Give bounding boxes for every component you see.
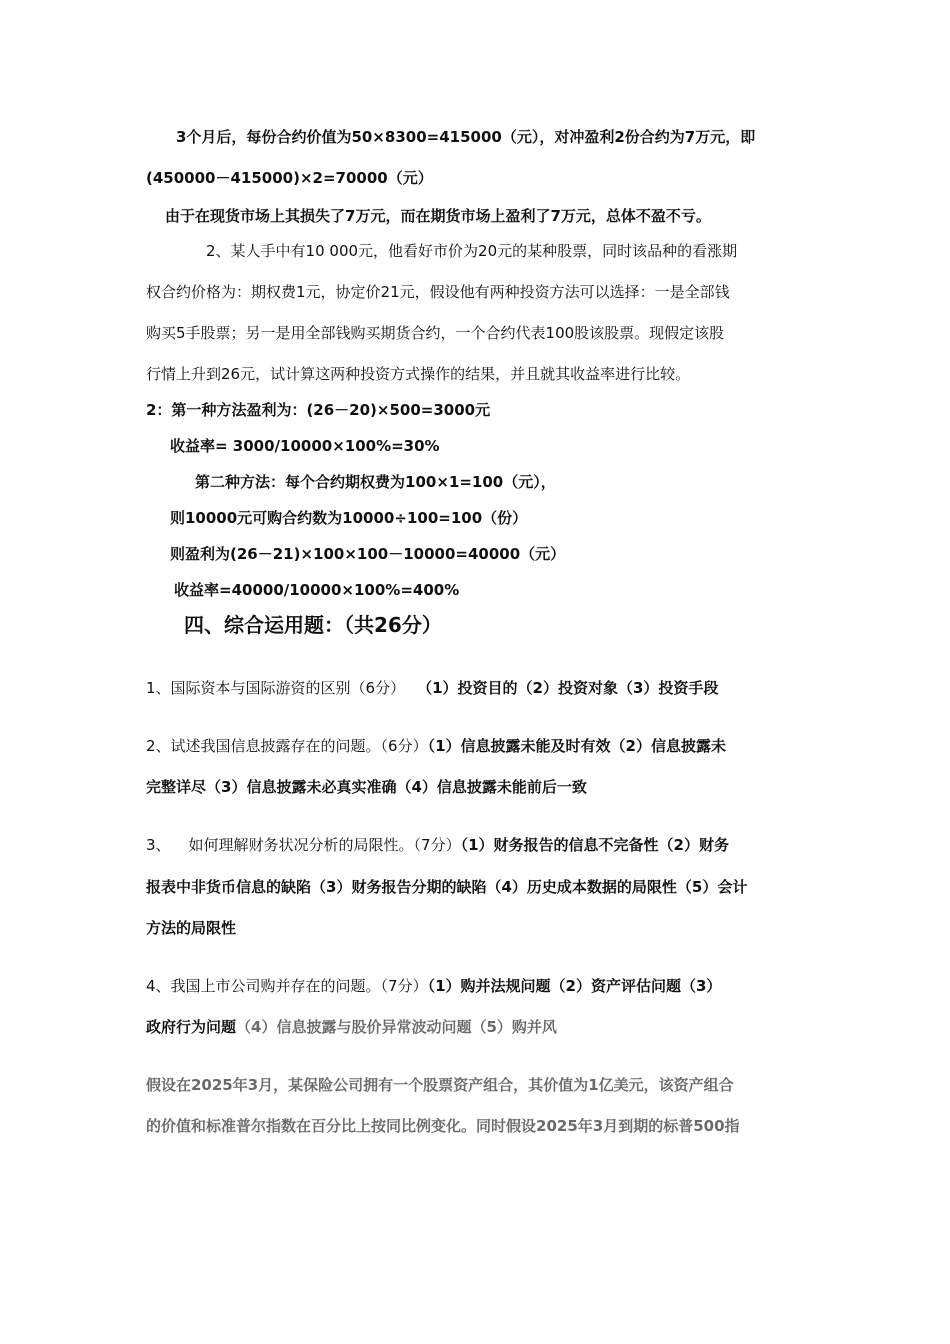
- section-4-heading: 四、综合运用题：（共26分）: [184, 613, 442, 637]
- answer-2-line-4: 则10000元可购合约数为10000÷100=100（份）: [170, 509, 528, 527]
- prev-answer-line-1: 3个月后，每份合约价值为50×8300=415000（元），对冲盈利2份合约为7万元，即: [176, 128, 756, 146]
- q4-answer-part-1: （1）购并法规问题（2）资产评估问题（3）: [427, 977, 722, 995]
- q4-answer-part-2a: 政府行为问题: [146, 1018, 237, 1036]
- tail-paragraph-line-1: 假设在2025年3月，某保险公司拥有一个股票资产组合，其价值为1亿美元，该资产组合: [146, 1076, 734, 1094]
- answer-2-line-1: 2：第一种方法盈利为：(26－20)×500=3000元: [146, 401, 491, 419]
- prev-answer-line-2: (450000－415000)×2=70000（元）: [146, 169, 433, 187]
- q2-answer-part-1: （1）信息披露未能及时有效（2）信息披露未: [427, 737, 726, 755]
- question-2-line-3: 购买5手股票；另一是用全部钱购买期货合约，一个合约代表100股该股票。现假定该股: [146, 324, 725, 342]
- q3-number: 3、: [146, 836, 171, 854]
- section-4-q2-line-1: [146, 735, 726, 757]
- q2-prompt: 2、试述我国信息披露存在的问题。（6分）: [146, 737, 428, 755]
- section-4-q4-line-2: [146, 1016, 557, 1038]
- tail-paragraph-line-2: 的价值和标准普尔指数在百分比上按同比例变化。同时假设2025年3月到期的标普500指: [146, 1117, 740, 1135]
- q2-answer-part-2: 完整详尽（3）信息披露未必真实准确（4）信息披露未能前后一致: [146, 778, 587, 796]
- q3-answer-part-1: （1）财务报告的信息不完备性（2）财务: [460, 836, 729, 854]
- prev-answer-conclusion: 由于在现货市场上其损失了7万元，而在期货市场上盈利了7万元，总体不盈不亏。: [165, 207, 711, 225]
- q1-prompt: 1、国际资本与国际游资的区别（6分）: [146, 679, 406, 697]
- section-4-q1: [146, 677, 718, 699]
- q3-answer-part-3: 方法的局限性: [146, 919, 237, 937]
- question-2-line-1: 2、某人手中有10 000元，他看好市价为20元的某种股票，同时该品种的看涨期: [206, 242, 738, 260]
- q3-answer-part-2: 报表中非货币信息的缺陷（3）财务报告分期的缺陷（4）历史成本数据的局限性（5）会计: [146, 878, 748, 896]
- q4-answer-part-2b: （4）信息披露与股价异常波动问题（5）购并风: [236, 1018, 557, 1036]
- section-4-q4-line-1: [146, 975, 721, 997]
- section-4-q3-line-1: [146, 834, 729, 856]
- question-2-line-2: 权合约价格为：期权费1元，协定价21元，假设他有两种投资方法可以选择：一是全部钱: [146, 283, 730, 301]
- q3-prompt: 如何理解财务状况分析的局限性。（7分）: [188, 836, 461, 854]
- answer-2-line-6: 收益率=40000/10000×100%=400%: [174, 581, 460, 599]
- answer-2-line-5: 则盈利为(26－21)×100×100－10000=40000（元）: [170, 545, 566, 563]
- question-2-line-4: 行情上升到26元，试计算这两种投资方式操作的结果，并且就其收益率进行比较。: [146, 365, 691, 383]
- q4-prompt: 4、我国上市公司购并存在的问题。（7分）: [146, 977, 428, 995]
- answer-2-line-3: 第二种方法：每个合约期权费为100×1=100（元），: [195, 473, 556, 491]
- answer-2-line-2: 收益率= 3000/10000×100%=30%: [170, 437, 440, 455]
- q1-answer: （1）投资目的（2）投资对象（3）投资手段: [417, 679, 719, 697]
